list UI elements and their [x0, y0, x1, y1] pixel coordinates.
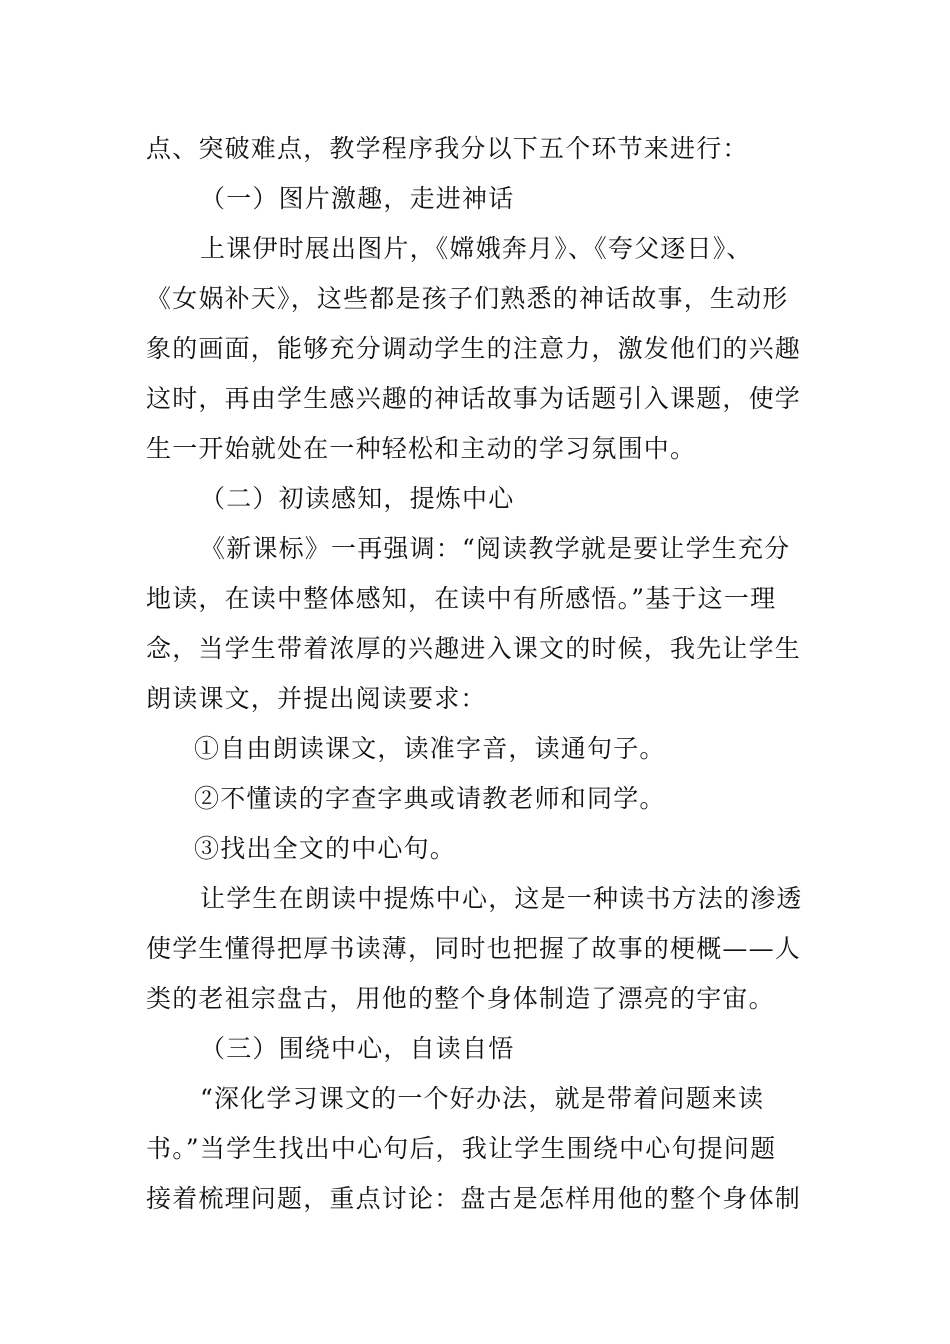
- section-heading-3: （三）围绕中心，自读自悟: [200, 1034, 515, 1063]
- text-line: 地读，在读中整体感知，在读中有所感悟。”基于这一理: [146, 584, 777, 613]
- text-line: 念，当学生带着浓厚的兴趣进入课文的时候，我先让学生: [146, 634, 802, 663]
- text-line: “深化学习课文的一个好办法，就是带着问题来读: [200, 1084, 765, 1113]
- list-item-1: ①自由朗读课文，读准字音，读通句子。: [194, 734, 666, 763]
- text-line: 《新课标》一再强调：“阅读教学就是要让学生充分: [200, 534, 791, 563]
- text-line: 象的画面，能够充分调动学生的注意力，激发他们的兴趣: [146, 334, 802, 363]
- text-line: 让学生在朗读中提炼中心，这是一种读书方法的渗透: [200, 884, 803, 913]
- text-line: 生一开始就处在一种轻松和主动的学习氛围中。: [146, 434, 697, 463]
- text-line: 类的老祖宗盘古，用他的整个身体制造了漂亮的宇宙。: [146, 984, 775, 1013]
- section-heading-1: （一）图片激趣，走进神话: [200, 184, 515, 213]
- text-line: 朗读课文，并提出阅读要求：: [146, 684, 487, 713]
- text-line: 这时，再由学生感兴趣的神话故事为话题引入课题，使学: [146, 384, 802, 413]
- text-line: 点、突破难点，教学程序我分以下五个环节来进行：: [146, 134, 749, 163]
- text-line: 接着梳理问题，重点讨论：盘古是怎样用他的整个身体制: [146, 1184, 802, 1213]
- section-heading-2: （二）初读感知，提炼中心: [200, 484, 515, 513]
- text-line: 使学生懂得把厚书读薄，同时也把握了故事的梗概——人: [146, 934, 802, 963]
- text-line: 上课伊时展出图片，《嫦娥奔月》、《夸父逐日》、: [200, 234, 753, 263]
- list-item-2: ②不懂读的字查字典或请教老师和同学。: [194, 784, 666, 813]
- document-body: [146, 124, 806, 1224]
- text-line: 《女娲补天》，这些都是孩子们熟悉的神话故事，生动形: [146, 284, 789, 313]
- list-item-3: ③找出全文的中心句。: [194, 834, 457, 863]
- text-line: 书。”当学生找出中心句后，我让学生围绕中心句提问题: [146, 1134, 777, 1163]
